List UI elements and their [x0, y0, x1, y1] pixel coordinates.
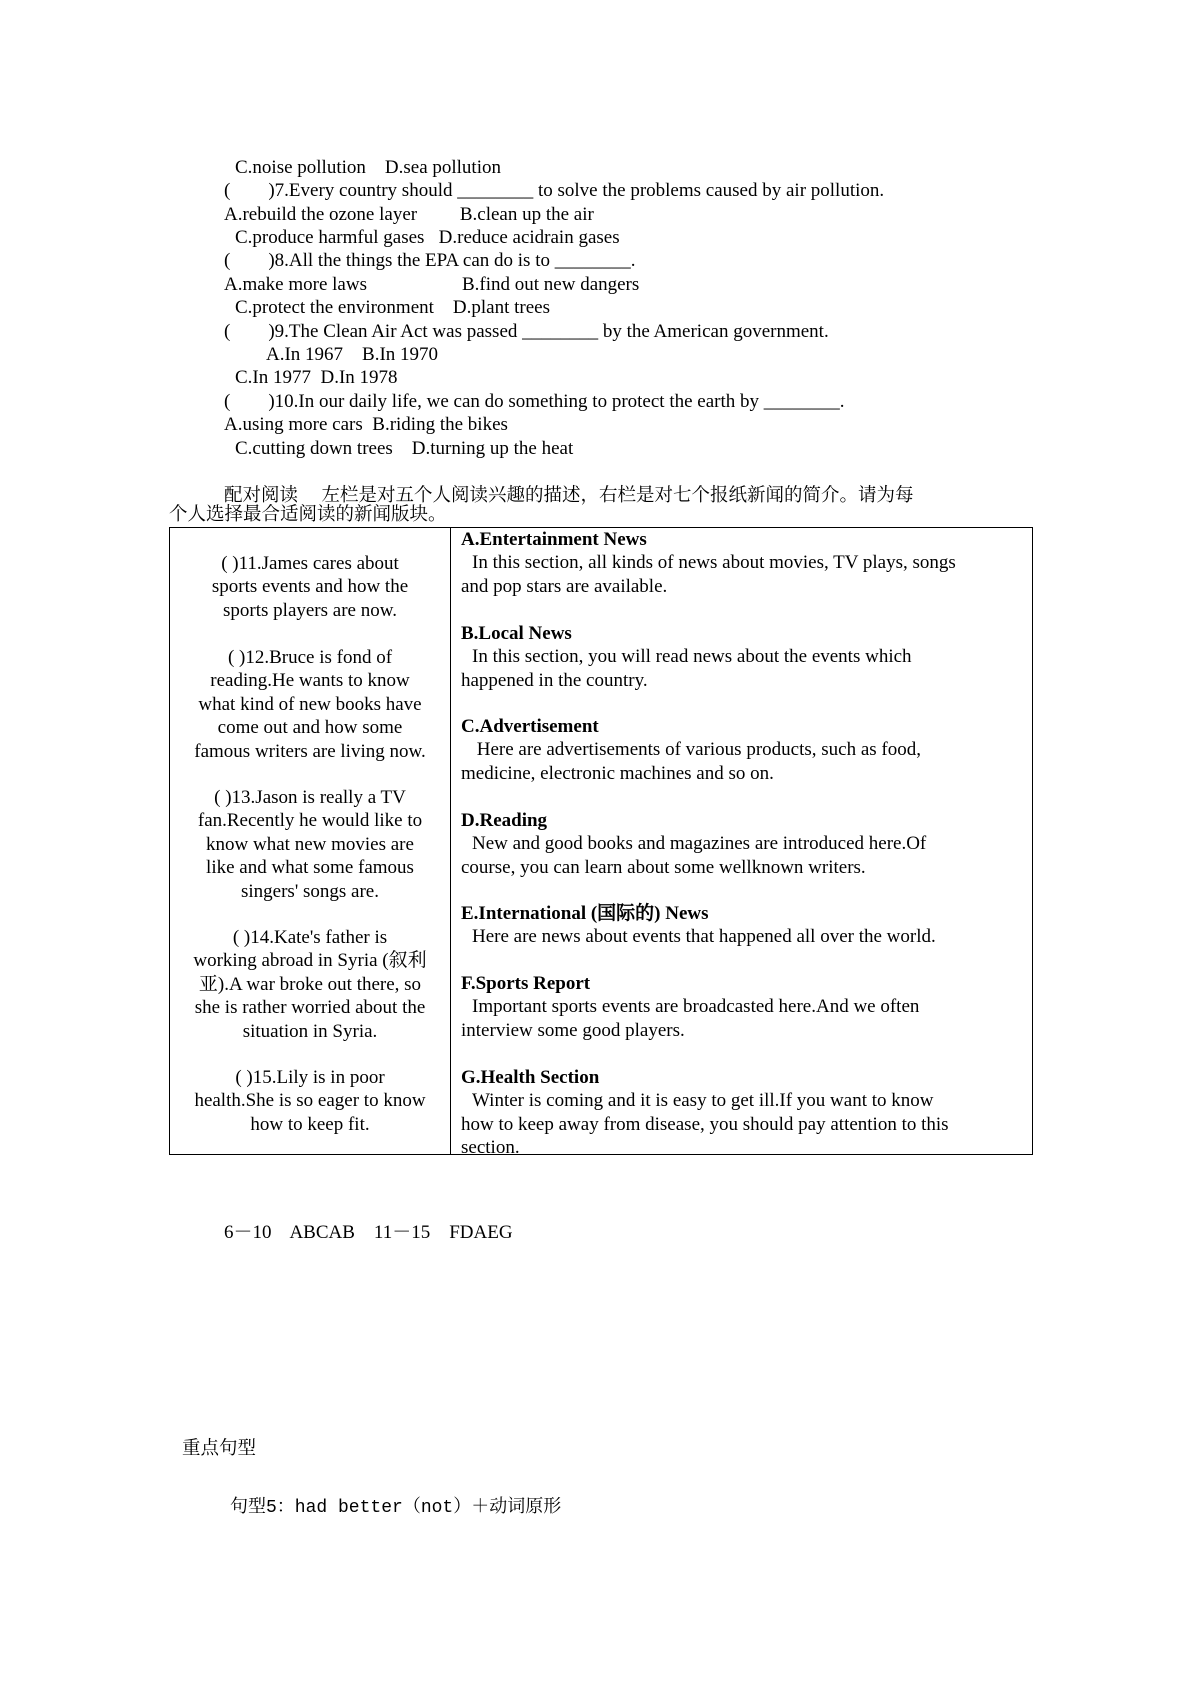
- section-body: how to keep away from disease, you should pay attention to this: [461, 1113, 949, 1135]
- left-item-line: sports players are now.: [223, 599, 397, 621]
- section-body: Winter is coming and it is easy to get ill.If you want to know: [472, 1090, 934, 1112]
- left-item-jason: [172, 786, 448, 903]
- question-10: ( )10.In our daily life, we can do something to protect the earth by ________.: [224, 391, 845, 412]
- left-item-line: reading.He wants to know: [210, 670, 410, 692]
- section-body: and pop stars are available.: [461, 575, 668, 597]
- right-item-advertisement: [461, 715, 1026, 785]
- left-item-line: fan.Recently he would like to: [197, 810, 423, 832]
- left-item-line: working abroad in Syria (叙利: [193, 950, 427, 972]
- section-body: medicine, electronic machines and so on.: [461, 762, 774, 784]
- q7-options-ab: A.rebuild the ozone layer B.clean up the air: [224, 204, 594, 225]
- section-heading: E.International (国际的) News: [461, 903, 709, 924]
- left-item-line: sports events and how the: [211, 576, 409, 598]
- matching-instruction-line1: 配对阅读 左栏是对五个人阅读兴趣的描述，右栏是对七个报纸新闻的简介。请为每: [224, 485, 914, 506]
- left-item-bruce: [172, 646, 448, 763]
- left-item-line: situation in Syria.: [242, 1020, 378, 1042]
- matching-instruction-line2: 个人选择最合适阅读的新闻版块。: [169, 504, 447, 525]
- section-heading: G.Health Section: [461, 1067, 600, 1088]
- section-body: In this section, all kinds of news about movies, TV plays, songs: [472, 552, 956, 574]
- left-item-line: what kind of new books have: [198, 693, 422, 715]
- section-heading: A.Entertainment News: [461, 529, 647, 550]
- left-item-kate: [172, 926, 448, 1043]
- right-item-local: [461, 622, 1026, 692]
- question-7: ( )7.Every country should ________ to solve the problems caused by air pollution.: [224, 180, 885, 201]
- section-heading: C.Advertisement: [461, 716, 599, 737]
- left-item-line: how to keep fit.: [250, 1113, 370, 1135]
- left-item-line: 亚).A war broke out there, so: [198, 973, 422, 995]
- right-item-reading: [461, 809, 1026, 879]
- section-body: Here are advertisements of various products, such as food,: [472, 739, 921, 761]
- section-body: Important sports events are broadcasted here.And we often: [472, 996, 920, 1018]
- answer-key: 6－10 ABCAB 11－15 FDAEG: [224, 1222, 513, 1243]
- q8-options-ab: A.make more laws B.find out new dangers: [224, 274, 640, 295]
- right-item-sports: [461, 972, 1026, 1042]
- q9-options-cd: C.In 1977 D.In 1978: [235, 367, 398, 388]
- table-column-divider: [450, 527, 451, 1155]
- right-item-entertainment: [461, 528, 1026, 598]
- right-item-health: [461, 1066, 1026, 1160]
- section-heading: B.Local News: [461, 623, 572, 644]
- q7-options-cd: C.produce harmful gases D.reduce acidrain gases: [235, 227, 620, 248]
- q10-options-cd: C.cutting down trees D.turning up the heat: [235, 438, 574, 459]
- left-item-james: [172, 552, 448, 622]
- section-body: Here are news about events that happened all over the world.: [472, 926, 936, 948]
- q8-options-cd: C.protect the environment D.plant trees: [235, 297, 550, 318]
- section-body: In this section, you will read news about the events which: [472, 646, 912, 668]
- q9-options-ab: A.In 1967 B.In 1970: [266, 344, 439, 365]
- section-heading: F.Sports Report: [461, 973, 591, 994]
- q10-options-ab: A.using more cars B.riding the bikes: [224, 414, 508, 435]
- section-body: happened in the country.: [461, 669, 648, 691]
- left-item-line: ( )11.James cares about: [221, 553, 399, 574]
- left-item-line: famous writers are living now.: [194, 740, 426, 762]
- left-item-line: ( )15.Lily is in poor: [235, 1067, 385, 1088]
- left-item-line: ( )12.Bruce is fond of: [227, 647, 393, 668]
- pattern-line: 句型5：had better（not）＋动词原形: [230, 1498, 562, 1518]
- left-item-line: ( )13.Jason is really a TV: [214, 787, 406, 808]
- left-item-lily: [172, 1066, 448, 1136]
- left-item-line: singers' songs are.: [241, 880, 379, 902]
- left-item-line: she is rather worried about the: [194, 997, 426, 1019]
- question-8: ( )8.All the things the EPA can do is to ________.: [224, 250, 636, 271]
- left-item-line: come out and how some: [217, 717, 403, 739]
- section-body: section.: [461, 1137, 520, 1159]
- section-body: New and good books and magazines are introduced here.Of: [472, 833, 927, 855]
- section-heading: D.Reading: [461, 810, 548, 831]
- section-body: course, you can learn about some wellknown writers.: [461, 856, 866, 878]
- left-item-line: ( )14.Kate's father is: [232, 927, 388, 948]
- section-body: interview some good players.: [461, 1019, 685, 1041]
- left-item-line: health.She is so eager to know: [194, 1090, 426, 1112]
- left-item-line: like and what some famous: [206, 857, 414, 879]
- question-9: ( )9.The Clean Air Act was passed ________ by the American government.: [224, 321, 829, 342]
- left-item-line: know what new movies are: [206, 833, 414, 855]
- right-item-international: [461, 902, 1026, 949]
- section-title: 重点句型: [182, 1438, 257, 1459]
- mc-line-1: C.noise pollution D.sea pollution: [235, 157, 501, 178]
